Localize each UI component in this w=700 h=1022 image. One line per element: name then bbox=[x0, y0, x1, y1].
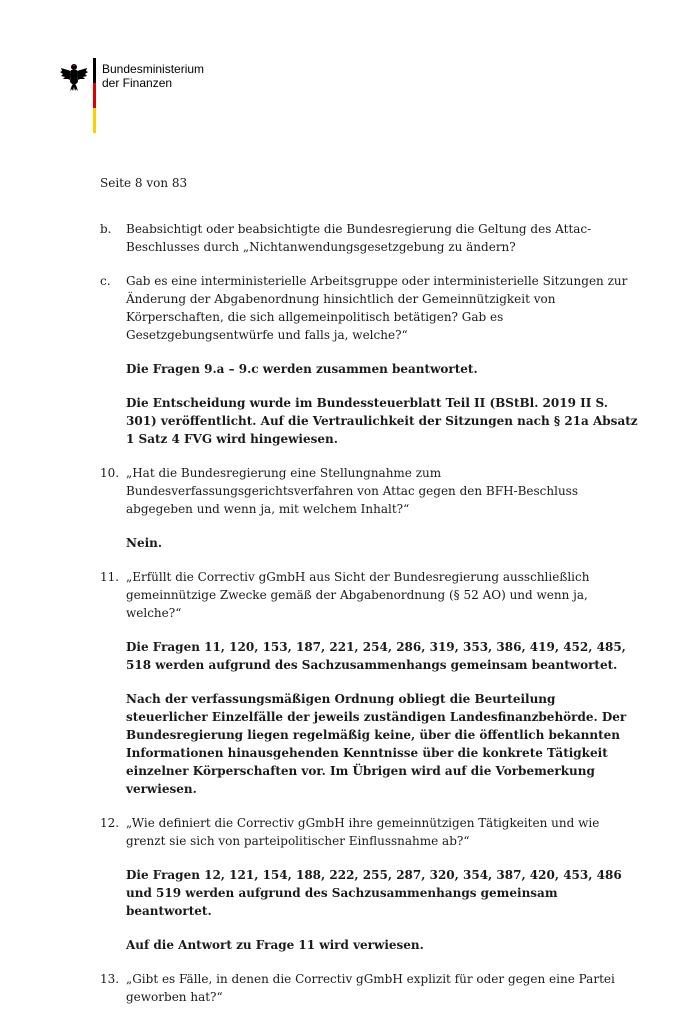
question-item bbox=[100, 568, 640, 798]
answer-text: Nein. bbox=[126, 536, 163, 550]
question-text: „Erfüllt die Correctiv gGmbH aus Sicht der Bundesregierung ausschließlich gemeinnützige Zwecke gemäß der Abgabenordnung (§ 52 AO) und wenn ja, welche?“ bbox=[126, 570, 590, 620]
answer-text: Nach der verfassungsmäßigen Ordnung obliegt die Beurteilung steuerlicher Einzelfälle der jeweils zuständigen Landesfinanzbehörde. Der Bundesregierung liegen regelmäßig keine, über die öffentlich bekannten Informationen hinausgehenden Kenntnisse über die konkrete Tätigkeit einzelner Körperschaften vor. Im Übrigen wird auf die Vorbemerkung verwiesen. bbox=[126, 692, 627, 796]
question-body bbox=[126, 568, 640, 798]
question-body bbox=[126, 814, 640, 954]
question-body bbox=[126, 272, 640, 448]
ministry-name-line1: Bundesministerium bbox=[102, 62, 205, 76]
answer-text: Die Fragen 9.a – 9.c werden zusammen beantwortet. bbox=[126, 362, 478, 376]
answer-text: Die Fragen 11, 120, 153, 187, 221, 254, 286, 319, 353, 386, 419, 452, 485, 518 werden aufgrund des Sachzusammenhangs gemeinsam beantwortet. bbox=[126, 640, 626, 672]
answer-text: Die Entscheidung wurde im Bundessteuerblatt Teil II (BStBl. 2019 II S. 301) veröffentlicht. Auf die Vertraulichkeit der Sitzungen nach § 21a Absatz 1 Satz 4 FVG wird hingewiesen. bbox=[126, 396, 638, 446]
question-body bbox=[126, 464, 640, 552]
question-item bbox=[100, 814, 640, 954]
ministry-name bbox=[102, 62, 204, 90]
question-body bbox=[126, 970, 640, 1006]
question-number: 10. bbox=[100, 466, 120, 480]
question-item bbox=[100, 272, 640, 448]
question-number: 13. bbox=[100, 972, 120, 986]
question-number: c. bbox=[100, 274, 111, 288]
question-text: Beabsichtigt oder beabsichtigte die Bundesregierung die Geltung des Attac-Beschlusses durch „Nichtanwendungsgesetzgebung zu ändern? bbox=[126, 222, 592, 254]
question-item bbox=[100, 220, 640, 256]
question-body bbox=[126, 220, 640, 256]
question-item bbox=[100, 464, 640, 552]
question-text: „Hat die Bundesregierung eine Stellungnahme zum Bundesverfassungsgerichtsverfahren von Attac gegen den BFH-Beschluss abgegeben und wenn ja, mit welchem Inhalt?“ bbox=[126, 466, 578, 516]
question-text: Gab es eine interministerielle Arbeitsgruppe oder interministerielle Sitzungen zur Änderung der Abgabenordnung hinsichtlich der Gemeinnützigkeit von Körperschaften, die sich allgemeinpolitisch betätigen? Gab es Gesetzgebungsentwürfe und falls ja, welche?“ bbox=[126, 274, 628, 342]
question-number: 11. bbox=[100, 570, 120, 584]
question-item bbox=[100, 970, 640, 1006]
page-number: Seite 8 von 83 bbox=[100, 176, 188, 190]
answer-text: Die Fragen 12, 121, 154, 188, 222, 255, 287, 320, 354, 387, 420, 453, 486 und 519 werden aufgrund des Sachzusammenhangs gemeinsam beantwortet. bbox=[126, 868, 622, 918]
question-number: 12. bbox=[100, 816, 120, 830]
question-text: „Gibt es Fälle, in denen die Correctiv gGmbH explizit für oder gegen eine Partei geworben hat?“ bbox=[126, 972, 615, 1004]
ministry-name-line2: der Finanzen bbox=[102, 76, 173, 90]
federal-colors-bar bbox=[93, 58, 96, 133]
document-body bbox=[100, 220, 640, 1022]
question-text: „Wie definiert die Correctiv gGmbH ihre gemeinnützigen Tätigkeiten und wie grenzt sie sich von parteipolitischer Einflussnahme ab?“ bbox=[126, 816, 600, 848]
answer-text: Auf die Antwort zu Frage 11 wird verwiesen. bbox=[126, 938, 424, 952]
federal-eagle-icon bbox=[60, 62, 88, 92]
question-number: b. bbox=[100, 222, 112, 236]
